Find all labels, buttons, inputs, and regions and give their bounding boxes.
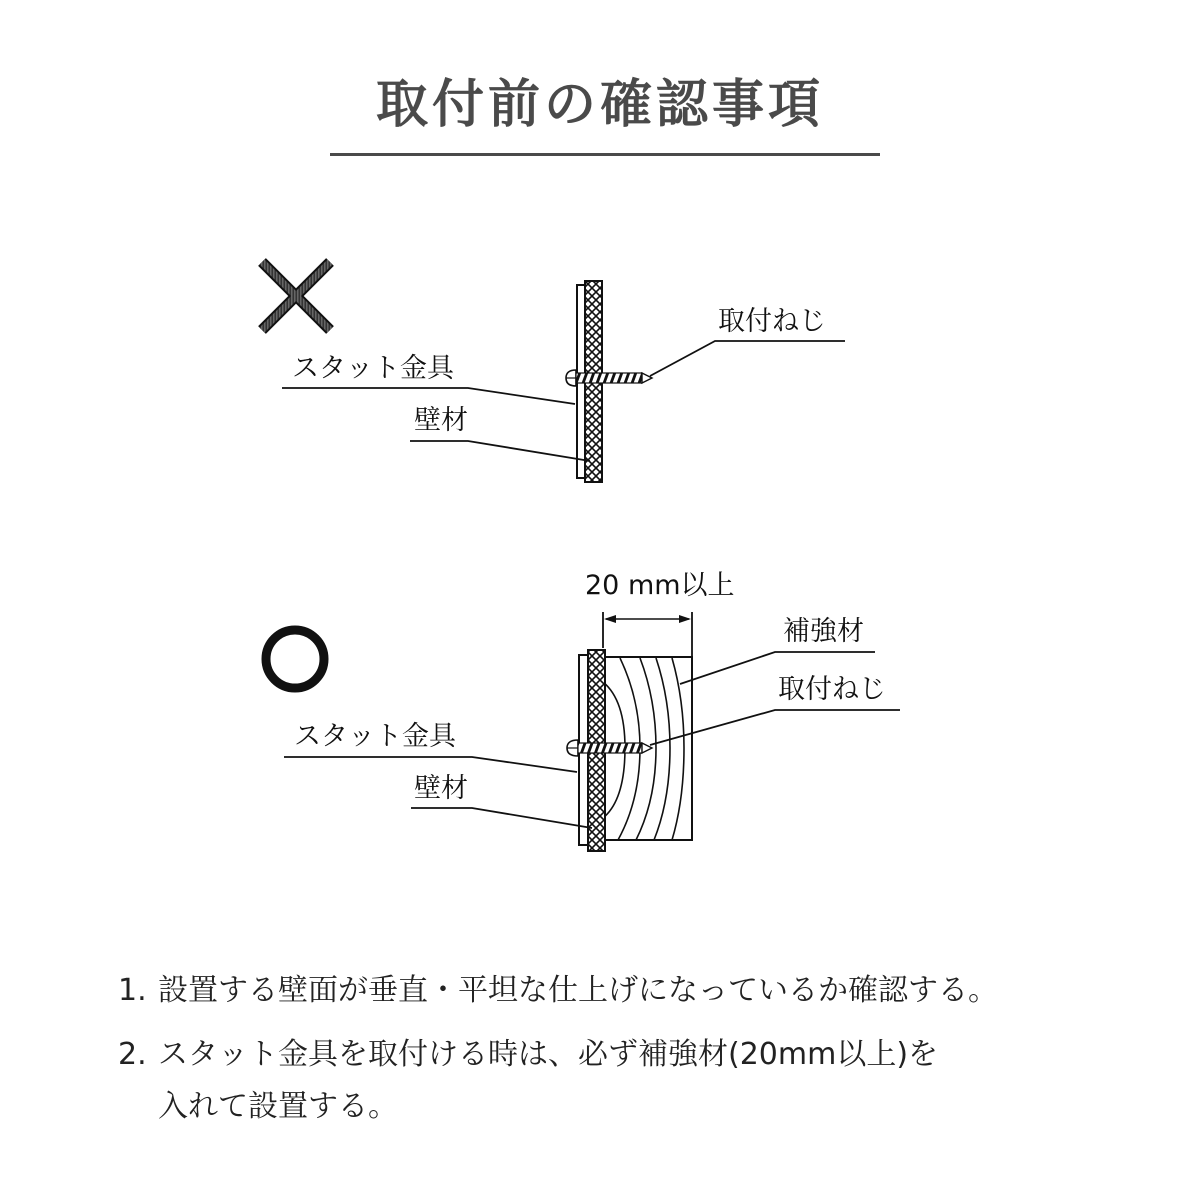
label-wall-bad: 壁材 — [414, 405, 468, 436]
notes-list — [118, 973, 998, 1124]
label-reinforcement: 補強材 — [783, 616, 864, 647]
screw-icon — [566, 370, 652, 386]
label-stud-bracket-good: スタット金具 — [294, 721, 456, 752]
label-screw-bad: 取付ねじ — [718, 306, 826, 337]
note-text: スタット金具を取付ける時は、必ず補強材(20mm以上)を — [158, 1037, 939, 1072]
dimension-label: 20 mm以上 — [585, 570, 735, 601]
label-stud-bracket-bad: スタット金具 — [292, 353, 454, 384]
note-number: 2. — [118, 1037, 147, 1072]
note-text: 設置する壁面が垂直・平坦な仕上げになっているか確認する。 — [158, 973, 998, 1008]
cross-mark-icon — [262, 262, 330, 330]
label-screw-good: 取付ねじ — [778, 674, 886, 705]
circle-mark-icon — [266, 630, 324, 688]
note-item — [118, 1037, 998, 1124]
label-wall-good: 壁材 — [414, 773, 468, 804]
screw-icon — [567, 740, 652, 756]
note-item — [118, 973, 998, 1008]
note-number: 1. — [118, 973, 147, 1008]
note-text-continued: 入れて設置する。 — [158, 1089, 398, 1124]
page-title: 取付前の確認事項 — [375, 75, 824, 135]
